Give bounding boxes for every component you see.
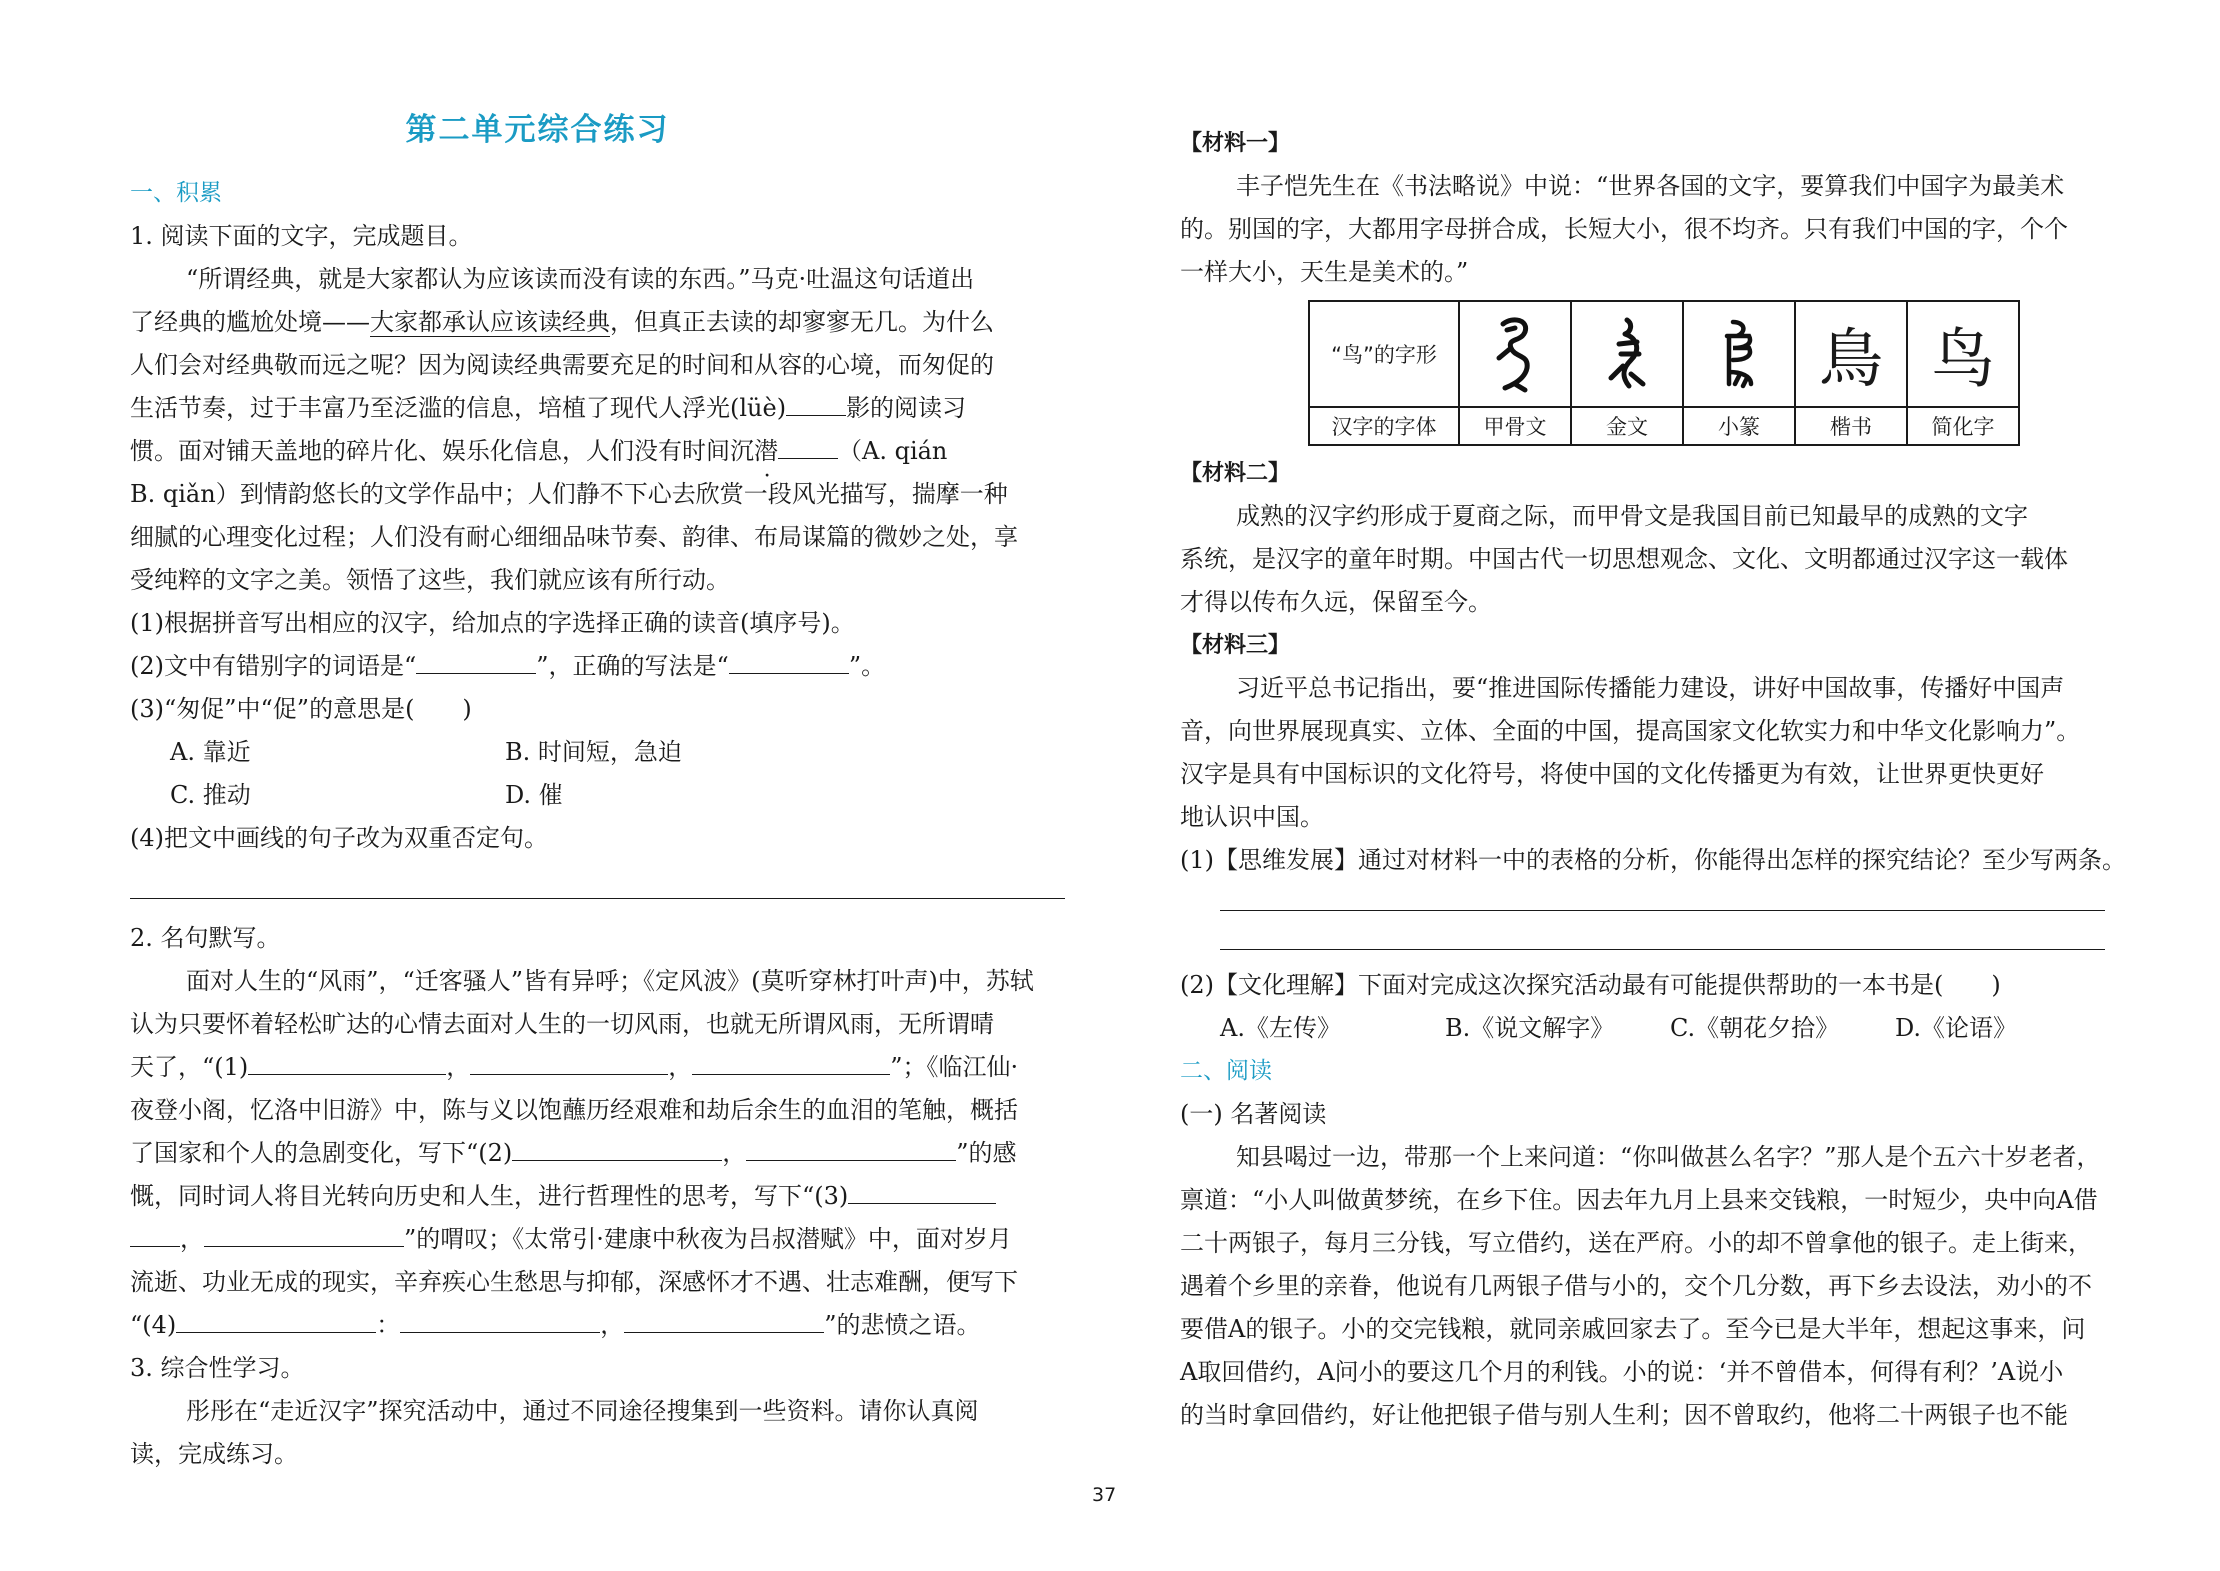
sub-question-2: (2)文中有错别字的词语是“ ”，正确的写法是“ ”。: [130, 645, 1065, 688]
passage-line: ， ”的喟叹；《太常引·建康中秋夜为吕叔潜赋》中，面对岁月: [130, 1218, 1065, 1261]
material-3-label: 【材料三】: [1180, 633, 1291, 658]
material-2-label: 【材料二】: [1180, 461, 1291, 486]
left-column: [130, 172, 1065, 1476]
options-row: [1180, 1007, 2105, 1050]
passage-line: 慨，同时词人将目光转向历史和人生，进行哲理性的思考，写下“(3): [130, 1175, 1065, 1218]
passage-line: 了经典的尴尬处境——大家都承认应该读经典，但真正去读的却寥寥无几。为什么: [130, 308, 994, 336]
passage-line: 人们会对经典敬而远之呢？因为阅读经典需要充足的时间和从容的心境，而匆促的: [130, 351, 994, 379]
page-number: 37: [1092, 1484, 1117, 1506]
simplified-char: 鸟: [1931, 323, 1995, 397]
material-line: 才得以传布久远，保留至今。: [1180, 588, 1492, 616]
script-name: 小篆: [1683, 407, 1795, 445]
bronze-bird-icon: [1597, 314, 1657, 394]
option-a[interactable]: A.《左传》: [1220, 1014, 1341, 1042]
sub-question-3: (3)“匆促”中“促”的意思是( ): [130, 695, 472, 723]
answer-blank[interactable]: [512, 1134, 722, 1161]
material-line: 习近平总书记指出，要“推进国际传播能力建设，讲好中国故事，传播好中国声: [1236, 674, 2065, 702]
section-heading-accumulation: 一、积累: [130, 180, 222, 206]
sub-question-3-1: (1)【思维发展】通过对材料一中的表格的分析，你能得出怎样的探究结论？至少写两条。: [1180, 846, 2126, 874]
answer-blank[interactable]: [400, 1306, 600, 1333]
passage-line: B. qiǎn）到情韵悠长的文学作品中；人们静不下心去欣赏一段风光描写，揣摩一种: [130, 480, 1008, 508]
answer-blank[interactable]: [248, 1048, 446, 1075]
reading-line: 知县喝过一边，带那一个上来问道：“你叫做甚么名字？”那人是个五六十岁老者，: [1236, 1143, 2101, 1171]
section-heading-reading: 二、阅读: [1180, 1058, 1272, 1084]
question-1-intro: 1. 阅读下面的文字，完成题目。: [130, 222, 473, 250]
script-name: 金文: [1571, 407, 1683, 445]
option-d[interactable]: D. 催: [505, 781, 563, 809]
bird-glyph-table: [1308, 300, 2020, 446]
right-column: [1180, 122, 2126, 1437]
answer-blank[interactable]: [848, 1177, 996, 1204]
material-line: 一样大小，天生是美术的。”: [1180, 258, 1469, 286]
reading-line: 禀道：“小人叫做黄梦统，在乡下住。因去年九月上县来交钱粮，一时短少，央中向A借: [1180, 1186, 2098, 1214]
glyph-row-label: “鸟”的字形: [1309, 301, 1459, 407]
passage-line: 流逝、功业无成的现实，辛弃疾心生愁思与抑郁，深感怀才不遇、壮志难酬，便写下: [130, 1268, 1018, 1296]
regular-script-char: 鳥: [1819, 323, 1883, 397]
material-line: 地认识中国。: [1180, 803, 1324, 831]
answer-blank[interactable]: [470, 1048, 668, 1075]
options-row: [130, 774, 1065, 817]
answer-line[interactable]: [1220, 882, 2105, 911]
answer-blank[interactable]: [778, 432, 838, 459]
passage-line: 认为只要怀着轻松旷达的心情去面对人生的一切风雨，也就无所谓风雨，无所谓晴: [130, 1010, 994, 1038]
reading-line: 二十两银子，每月三分钱，写立借约，送在严府。小的却不曾拿他的银子。走上街来，: [1180, 1229, 2092, 1257]
option-c[interactable]: C.《朝花夕拾》: [1670, 1014, 1840, 1042]
passage-line: 天了，“(1) ， ， ”；《临江仙·: [130, 1046, 1065, 1089]
sub-question-3-2: (2)【文化理解】下面对完成这次探究活动最有可能提供帮助的一本书是( ): [1180, 971, 2001, 999]
answer-line[interactable]: [130, 870, 1065, 899]
sub-question-4: (4)把文中画线的句子改为双重否定句。: [130, 824, 548, 852]
material-line: 汉字是具有中国标识的文化符号，将使中国的文化传播更为有效，让世界更快更好: [1180, 760, 2044, 788]
material-1-label: 【材料一】: [1180, 131, 1291, 156]
passage-line: 彤彤在“走近汉字”探究活动中，通过不同途径搜集到一些资料。请你认真阅: [186, 1397, 979, 1425]
reading-line: A取回借约，A问小的要这几个月的利钱。小的说：‘并不曾借本，何得有利？’A说小: [1180, 1358, 2064, 1386]
passage-line: 读，完成练习。: [130, 1440, 298, 1468]
material-line: 的。别国的字，大都用字母拼合成，长短大小，很不均齐。只有我们中国的字，个个: [1180, 215, 2068, 243]
reading-subheading: (一) 名著阅读: [1180, 1100, 1327, 1128]
material-line: 系统，是汉字的童年时期。中国古代一切思想观念、文化、文明都通过汉字这一载体: [1180, 545, 2068, 573]
option-b[interactable]: B.《说文解字》: [1445, 1014, 1615, 1042]
passage-line: 惯。面对铺天盖地的碎片化、娱乐化信息，人们没有时间沉潜 （A. qián: [130, 430, 1065, 473]
passage-line: “(4) ： ， ”的悲愤之语。: [130, 1304, 1065, 1347]
reading-line: 遇着个乡里的亲眷，他说有几两银子借与小的，交个几分数，再下乡去设法，劝小的不: [1180, 1272, 2092, 1300]
script-row-label: 汉字的字体: [1309, 407, 1459, 445]
script-name: 楷书: [1795, 407, 1907, 445]
question-3-intro: 3. 综合性学习。: [130, 1354, 305, 1382]
passage-line: 面对人生的“风雨”，“迁客骚人”皆有异呼；《定风波》(莫听穿林打叶声)中，苏轼: [186, 967, 1034, 995]
passage-line: 夜登小阁，忆洛中旧游》中，陈与义以饱蘸历经艰难和劫后余生的血泪的笔触，概括: [130, 1096, 1018, 1124]
sub-question-1: (1)根据拼音写出相应的汉字，给加点的字选择正确的读音(填序号)。: [130, 609, 855, 637]
answer-blank[interactable]: [746, 1134, 956, 1161]
dotted-char: 潜: [754, 437, 778, 465]
oracle-bone-bird-icon: [1485, 314, 1545, 394]
passage-line: 了国家和个人的急剧变化，写下“(2) ， ”的感: [130, 1132, 1065, 1175]
material-line: 丰子恺先生在《书法略说》中说：“世界各国的文字，要算我们中国字为最美术: [1236, 172, 2065, 200]
answer-blank[interactable]: [204, 1220, 404, 1247]
small-seal-glyph: [1683, 301, 1795, 407]
passage-line: 细腻的心理变化过程；人们没有耐心细细品味节奏、韵律、布局谋篇的微妙之处，享: [130, 523, 1018, 551]
oracle-bone-glyph: [1459, 301, 1571, 407]
material-line: 成熟的汉字约形成于夏商之际，而甲骨文是我国目前已知最早的成熟的文字: [1236, 502, 2028, 530]
small-seal-bird-icon: [1709, 314, 1769, 394]
answer-blank[interactable]: [786, 389, 846, 416]
answer-line[interactable]: [1220, 921, 2105, 950]
answer-blank[interactable]: [130, 1220, 180, 1247]
passage-line: “所谓经典，就是大家都认为应该读而没有读的东西。”马克·吐温这句话道出: [186, 265, 975, 293]
answer-blank[interactable]: [729, 647, 849, 674]
option-a[interactable]: A. 靠近: [170, 738, 251, 766]
answer-blank[interactable]: [624, 1306, 824, 1333]
answer-blank[interactable]: [692, 1048, 890, 1075]
answer-blank[interactable]: [416, 647, 536, 674]
material-line: 音，向世界展现真实、立体、全面的中国，提高国家文化软实力和中华文化影响力”。: [1180, 717, 2081, 745]
options-row: [130, 731, 1065, 774]
regular-script-glyph: [1795, 301, 1907, 407]
passage-line: 受纯粹的文字之美。领悟了这些，我们就应该有所行动。: [130, 566, 730, 594]
simplified-glyph: [1907, 301, 2019, 407]
question-2-intro: 2. 名句默写。: [130, 924, 281, 952]
page-title: 第二单元综合练习: [405, 112, 670, 148]
script-name: 简化字: [1907, 407, 2019, 445]
option-d[interactable]: D.《论语》: [1895, 1014, 2018, 1042]
answer-blank[interactable]: [176, 1306, 376, 1333]
reading-line: 要借A的银子。小的交完钱粮，就同亲戚回家去了。至今已是大半年，想起这事来，问: [1180, 1315, 2086, 1343]
script-name: 甲骨文: [1459, 407, 1571, 445]
bronze-glyph: [1571, 301, 1683, 407]
option-b[interactable]: B. 时间短，急迫: [505, 738, 682, 766]
passage-line: 生活节奏，过于丰富乃至泛滥的信息，培植了现代人浮光(lüè) 影的阅读习: [130, 387, 1065, 430]
option-c[interactable]: C. 推动: [170, 781, 251, 809]
underlined-sentence: 大家都承认应该读经典: [370, 308, 610, 336]
reading-line: 的当时拿回借约，好让他把银子借与别人生利；因不曾取约，他将二十两银子也不能: [1180, 1401, 2068, 1429]
